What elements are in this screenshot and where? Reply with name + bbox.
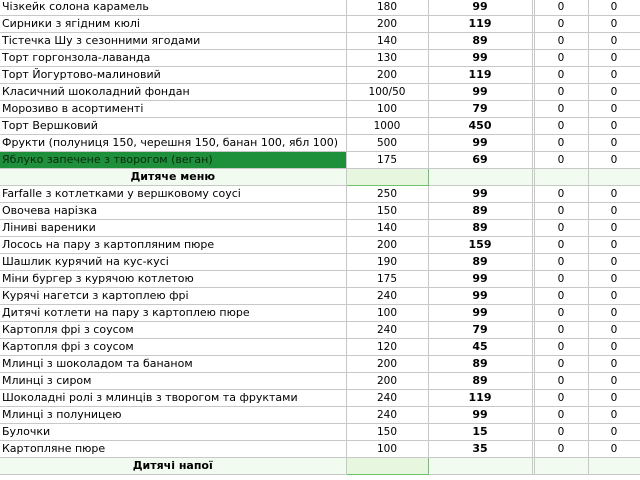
item-name-cell[interactable]: Картопля фрі з соусом [0, 322, 346, 339]
menu-item-row [0, 288, 640, 305]
item-price-cell[interactable]: 45 [428, 339, 532, 356]
menu-item-row [0, 135, 640, 152]
item-total-cell[interactable]: 0 [588, 407, 640, 424]
menu-item-row [0, 407, 640, 424]
item-qty-cell[interactable]: 0 [534, 203, 588, 220]
item-price-cell[interactable]: 99 [428, 407, 532, 424]
item-weight-cell[interactable]: 240 [346, 407, 428, 424]
item-qty-cell[interactable]: 0 [534, 186, 588, 203]
item-weight-cell[interactable]: 100 [346, 101, 428, 118]
item-name-cell[interactable]: Міни бургер з курячою котлетою [0, 271, 346, 288]
item-qty-cell[interactable]: 0 [534, 390, 588, 407]
item-qty-cell[interactable]: 0 [534, 135, 588, 152]
item-qty-cell[interactable]: 0 [534, 84, 588, 101]
item-total-cell[interactable]: 0 [588, 271, 640, 288]
item-price-cell[interactable]: 119 [428, 67, 532, 84]
item-name-cell[interactable]: Лосось на пару з картопляним пюре [0, 237, 346, 254]
section-cell[interactable] [588, 458, 640, 475]
item-total-cell[interactable]: 0 [588, 203, 640, 220]
item-weight-cell[interactable]: 130 [346, 50, 428, 67]
item-total-cell[interactable]: 0 [588, 186, 640, 203]
section-cell[interactable] [534, 458, 588, 475]
item-total-cell[interactable]: 0 [588, 288, 640, 305]
item-total-cell[interactable]: 0 [588, 135, 640, 152]
item-name-cell[interactable]: Чізкейк солона карамель [0, 0, 346, 16]
item-weight-cell[interactable]: 240 [346, 322, 428, 339]
item-total-cell[interactable]: 0 [588, 254, 640, 271]
menu-item-row [0, 118, 640, 135]
menu-item-row [0, 220, 640, 237]
menu-item-row [0, 322, 640, 339]
item-name-cell[interactable]: Торт Йогуртово-малиновий [0, 67, 346, 84]
item-weight-cell[interactable]: 1000 [346, 118, 428, 135]
item-weight-cell[interactable]: 240 [346, 390, 428, 407]
item-weight-cell[interactable]: 150 [346, 424, 428, 441]
item-weight-cell[interactable]: 100/50 [346, 84, 428, 101]
item-qty-cell[interactable]: 0 [534, 305, 588, 322]
item-qty-cell[interactable]: 0 [534, 441, 588, 458]
menu-item-row [0, 441, 640, 458]
item-qty-cell[interactable]: 0 [534, 254, 588, 271]
item-name-cell[interactable]: Farfalle з котлетками у вершковому соусі [0, 186, 346, 203]
item-qty-cell[interactable]: 0 [534, 118, 588, 135]
item-name-cell[interactable]: Торт горгонзола-лаванда [0, 50, 346, 67]
item-weight-cell[interactable]: 120 [346, 339, 428, 356]
menu-item-row [0, 339, 640, 356]
item-total-cell[interactable]: 0 [588, 373, 640, 390]
item-qty-cell[interactable]: 0 [534, 237, 588, 254]
item-name-cell[interactable]: Тістечка Шу з сезонними ягодами [0, 33, 346, 50]
menu-item-row [0, 254, 640, 271]
item-price-cell[interactable]: 99 [428, 0, 532, 16]
item-total-cell[interactable]: 0 [588, 305, 640, 322]
item-qty-cell[interactable]: 0 [534, 339, 588, 356]
menu-item-row [0, 356, 640, 373]
section-cell[interactable] [346, 169, 428, 186]
item-name-cell[interactable]: Булочки [0, 424, 346, 441]
item-total-cell[interactable]: 0 [588, 16, 640, 33]
item-total-cell[interactable]: 0 [588, 356, 640, 373]
item-qty-cell[interactable]: 0 [534, 322, 588, 339]
item-price-cell[interactable]: 89 [428, 203, 532, 220]
menu-item-row [0, 390, 640, 407]
item-name-cell[interactable]: Курячі нагетси з картоплею фрі [0, 288, 346, 305]
menu-item-row [0, 152, 640, 169]
item-name-cell[interactable]: Дитячі котлети на пару з картоплею пюре [0, 305, 346, 322]
item-name-cell[interactable]: Класичний шоколадний фондан [0, 84, 346, 101]
section-cell[interactable] [428, 458, 532, 475]
item-price-cell[interactable]: 119 [428, 390, 532, 407]
item-name-cell[interactable]: Картопля фрі з соусом [0, 339, 346, 356]
item-total-cell[interactable]: 0 [588, 0, 640, 16]
item-qty-cell[interactable]: 0 [534, 220, 588, 237]
item-name-cell[interactable]: Шоколадні ролі з млинців з творогом та фруктами [0, 390, 346, 407]
menu-item-row [0, 271, 640, 288]
menu-item-row [0, 186, 640, 203]
item-price-cell[interactable]: 89 [428, 254, 532, 271]
section-cell[interactable] [428, 169, 532, 186]
menu-item-row [0, 0, 640, 16]
item-total-cell[interactable]: 0 [588, 67, 640, 84]
item-price-cell[interactable]: 99 [428, 288, 532, 305]
item-total-cell[interactable]: 0 [588, 322, 640, 339]
item-qty-cell[interactable]: 0 [534, 16, 588, 33]
item-qty-cell[interactable]: 0 [534, 67, 588, 84]
menu-item-row [0, 373, 640, 390]
item-price-cell[interactable]: 99 [428, 50, 532, 67]
menu-item-row [0, 50, 640, 67]
item-qty-cell[interactable]: 0 [534, 424, 588, 441]
item-name-cell[interactable]: Яблуко запечене з творогом (веган) [0, 152, 346, 169]
item-price-cell[interactable]: 159 [428, 237, 532, 254]
item-total-cell[interactable]: 0 [588, 50, 640, 67]
item-weight-cell[interactable]: 150 [346, 203, 428, 220]
item-name-cell[interactable]: Торт Вершковий [0, 118, 346, 135]
item-name-cell[interactable]: Сирники з ягідним кюлі [0, 16, 346, 33]
item-qty-cell[interactable]: 0 [534, 271, 588, 288]
menu-item-row [0, 424, 640, 441]
item-weight-cell[interactable]: 175 [346, 152, 428, 169]
item-name-cell[interactable]: Шашлик курячий на кус-кусі [0, 254, 346, 271]
item-price-cell[interactable]: 99 [428, 305, 532, 322]
item-total-cell[interactable]: 0 [588, 237, 640, 254]
item-total-cell[interactable]: 0 [588, 220, 640, 237]
item-qty-cell[interactable]: 0 [534, 373, 588, 390]
menu-item-row [0, 84, 640, 101]
item-price-cell[interactable]: 89 [428, 373, 532, 390]
item-name-cell[interactable]: Картопляне пюре [0, 441, 346, 458]
item-name-cell[interactable]: Овочева нарізка [0, 203, 346, 220]
menu-item-row [0, 305, 640, 322]
item-qty-cell[interactable]: 0 [534, 33, 588, 50]
section-cell[interactable] [346, 458, 428, 475]
menu-item-row [0, 33, 640, 50]
item-weight-cell[interactable]: 250 [346, 186, 428, 203]
item-price-cell[interactable]: 69 [428, 152, 532, 169]
item-name-cell[interactable]: Фрукти (полуниця 150, черешня 150, банан 100, ябл 100) [0, 135, 346, 152]
menu-item-row [0, 67, 640, 84]
item-weight-cell[interactable]: 200 [346, 356, 428, 373]
section-header-row [0, 458, 640, 475]
item-total-cell[interactable]: 0 [588, 33, 640, 50]
item-qty-cell[interactable]: 0 [534, 50, 588, 67]
item-price-cell[interactable]: 99 [428, 84, 532, 101]
item-total-cell[interactable]: 0 [588, 441, 640, 458]
menu-item-row [0, 16, 640, 33]
item-qty-cell[interactable]: 0 [534, 288, 588, 305]
item-price-cell[interactable]: 89 [428, 33, 532, 50]
item-total-cell[interactable]: 0 [588, 390, 640, 407]
item-weight-cell[interactable]: 175 [346, 271, 428, 288]
item-name-cell[interactable]: Морозиво в асортименті [0, 101, 346, 118]
item-qty-cell[interactable]: 0 [534, 101, 588, 118]
item-price-cell[interactable]: 99 [428, 271, 532, 288]
section-title[interactable]: Дитячі напої [0, 458, 346, 475]
item-name-cell[interactable]: Млинці з сиром [0, 373, 346, 390]
section-cell[interactable] [588, 169, 640, 186]
item-total-cell[interactable]: 0 [588, 339, 640, 356]
item-price-cell[interactable]: 79 [428, 322, 532, 339]
item-weight-cell[interactable]: 190 [346, 254, 428, 271]
item-weight-cell[interactable]: 100 [346, 305, 428, 322]
item-name-cell[interactable]: Млинці з полуницею [0, 407, 346, 424]
menu-item-row [0, 203, 640, 220]
item-weight-cell[interactable]: 140 [346, 33, 428, 50]
item-price-cell[interactable]: 99 [428, 186, 532, 203]
item-price-cell[interactable]: 99 [428, 135, 532, 152]
item-weight-cell[interactable]: 100 [346, 441, 428, 458]
item-weight-cell[interactable]: 200 [346, 237, 428, 254]
item-weight-cell[interactable]: 200 [346, 67, 428, 84]
item-price-cell[interactable]: 450 [428, 118, 532, 135]
item-weight-cell[interactable]: 200 [346, 16, 428, 33]
item-price-cell[interactable]: 89 [428, 356, 532, 373]
item-qty-cell[interactable]: 0 [534, 0, 588, 16]
item-price-cell[interactable]: 15 [428, 424, 532, 441]
section-header-row [0, 169, 640, 186]
item-weight-cell[interactable]: 200 [346, 373, 428, 390]
item-total-cell[interactable]: 0 [588, 84, 640, 101]
item-weight-cell[interactable]: 140 [346, 220, 428, 237]
item-qty-cell[interactable]: 0 [534, 407, 588, 424]
item-name-cell[interactable]: Млинці з шоколадом та бананом [0, 356, 346, 373]
item-total-cell[interactable]: 0 [588, 101, 640, 118]
item-weight-cell[interactable]: 180 [346, 0, 428, 16]
item-weight-cell[interactable]: 240 [346, 288, 428, 305]
item-price-cell[interactable]: 119 [428, 16, 532, 33]
item-qty-cell[interactable]: 0 [534, 152, 588, 169]
section-title[interactable]: Дитяче меню [0, 169, 346, 186]
item-weight-cell[interactable]: 500 [346, 135, 428, 152]
item-name-cell[interactable]: Ліниві вареники [0, 220, 346, 237]
item-price-cell[interactable]: 79 [428, 101, 532, 118]
item-price-cell[interactable]: 89 [428, 220, 532, 237]
item-total-cell[interactable]: 0 [588, 152, 640, 169]
menu-item-row [0, 101, 640, 118]
item-price-cell[interactable]: 35 [428, 441, 532, 458]
item-total-cell[interactable]: 0 [588, 118, 640, 135]
menu-item-row [0, 237, 640, 254]
item-total-cell[interactable]: 0 [588, 424, 640, 441]
item-qty-cell[interactable]: 0 [534, 356, 588, 373]
section-cell[interactable] [534, 169, 588, 186]
